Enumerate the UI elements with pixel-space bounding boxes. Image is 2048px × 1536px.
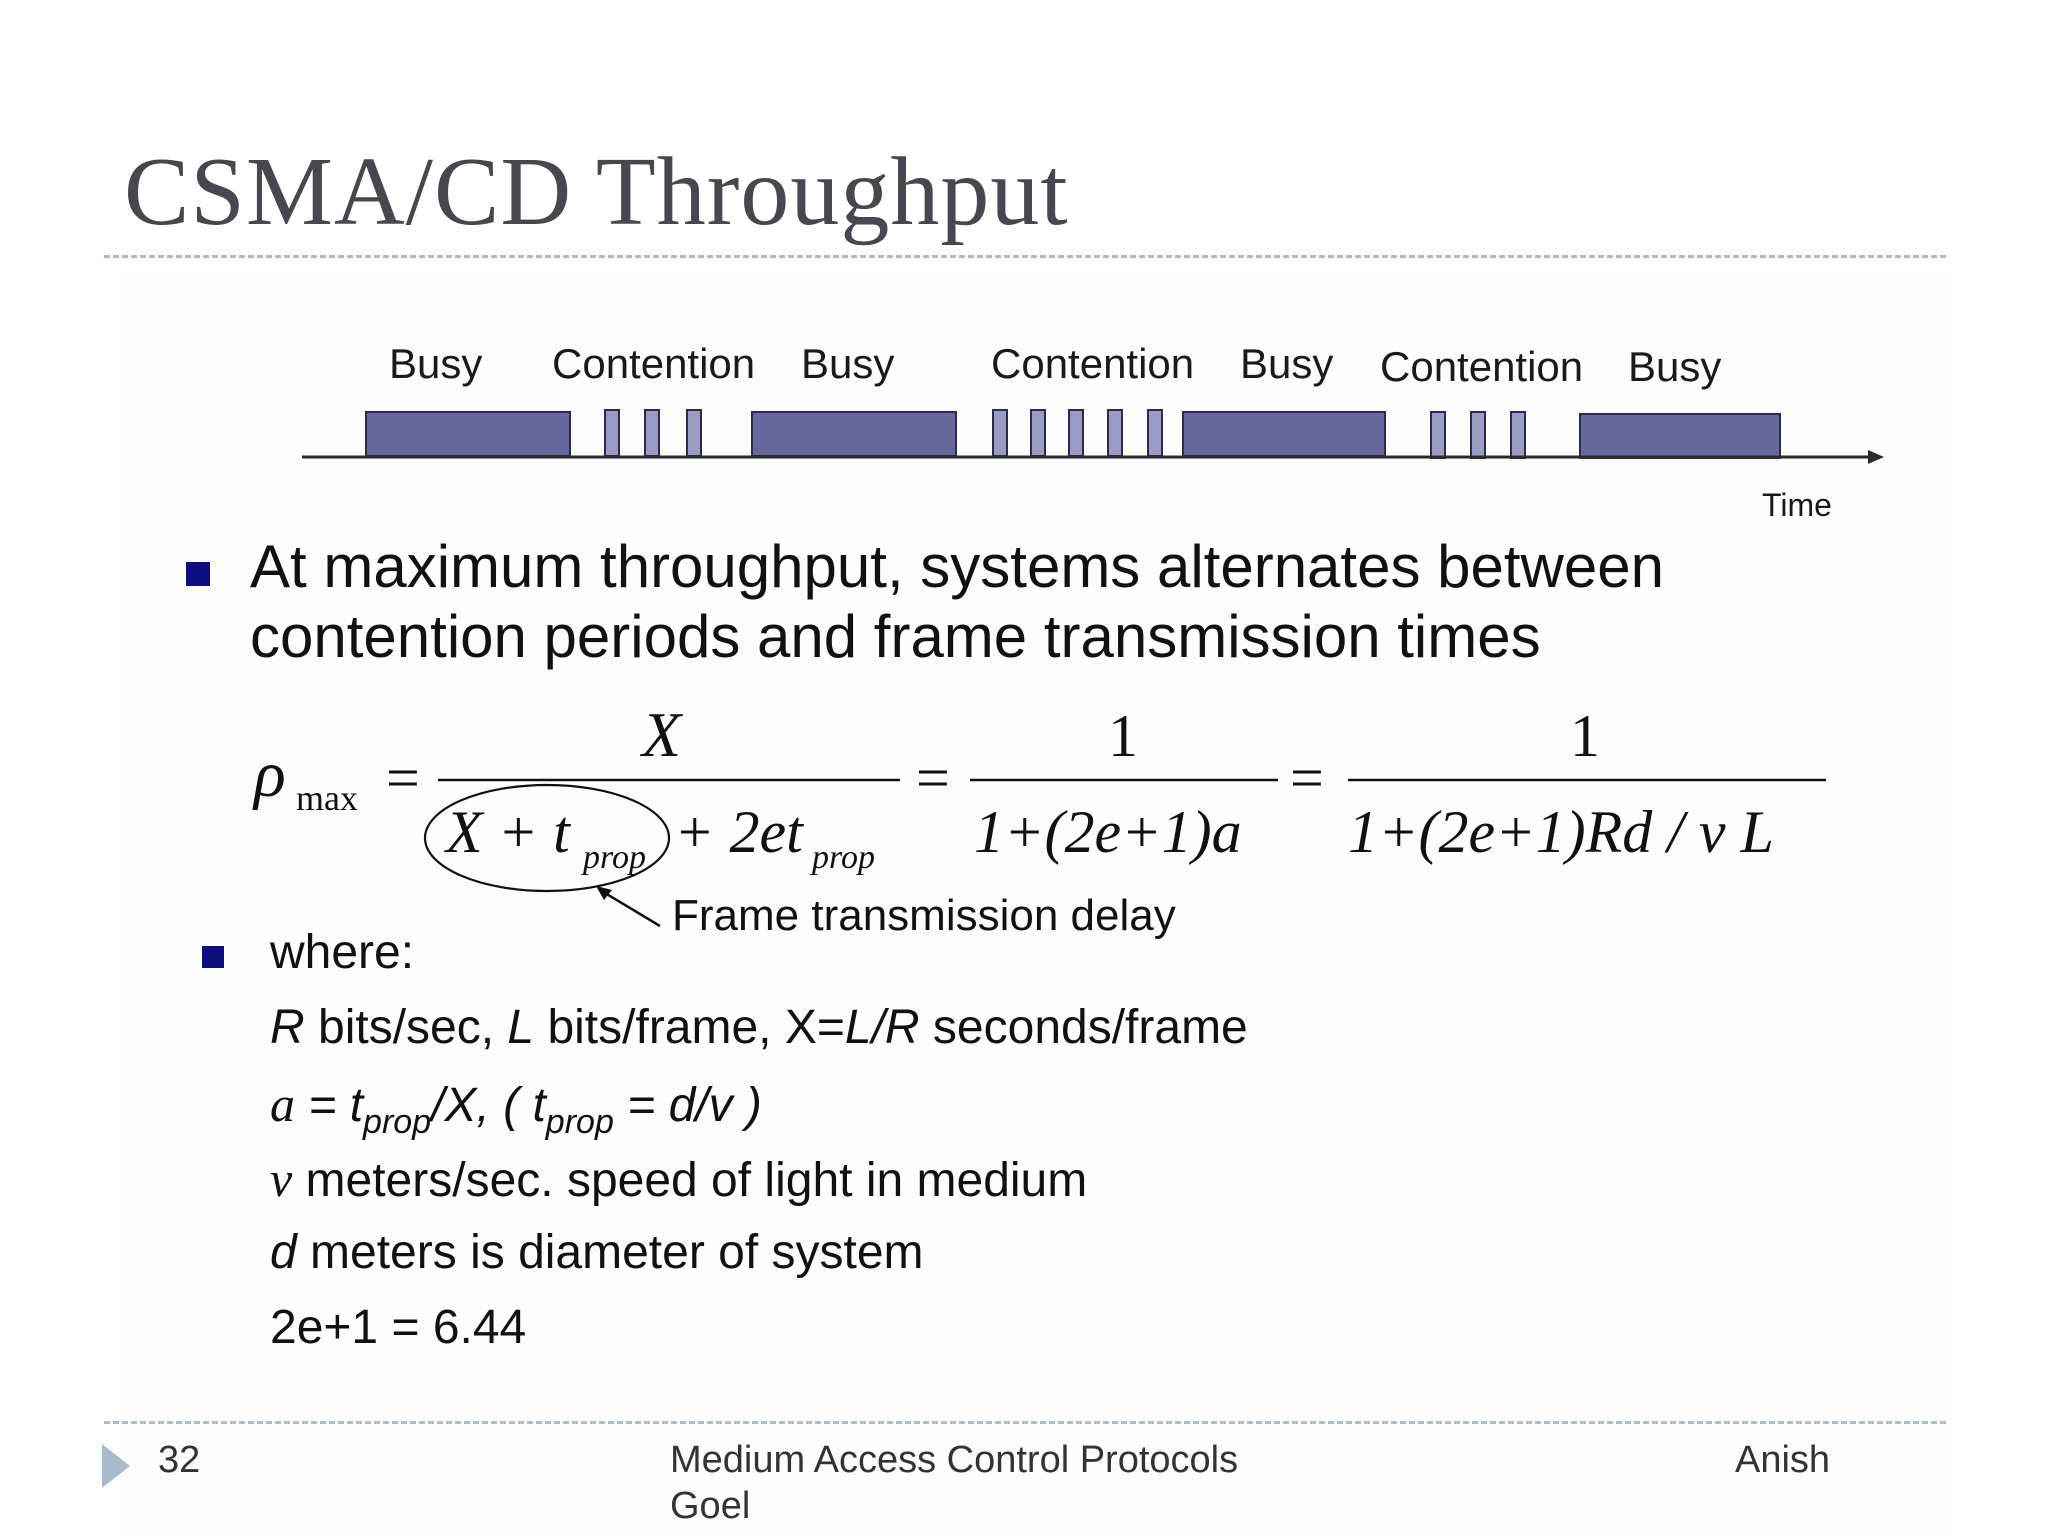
subscript-prop: prop <box>545 1103 614 1141</box>
var-a: a <box>270 1076 295 1132</box>
text-seconds-frame: seconds/frame <box>919 1001 1248 1054</box>
numerator-2: 1 <box>1108 703 1138 769</box>
contention-slot <box>1108 410 1122 456</box>
contention-slot <box>1148 410 1162 456</box>
footer-author: Anish <box>1735 1439 1831 1481</box>
var-l: L <box>507 1001 535 1054</box>
contention-slot <box>1471 412 1485 458</box>
text-speed-of-light: meters/sec. speed of light in medium <box>292 1154 1088 1207</box>
text-over-x: /X, ( t <box>431 1079 546 1132</box>
numerator-3: 1 <box>1570 703 1600 769</box>
text-bits-sec: bits/sec, <box>304 1001 508 1054</box>
definition-v <box>270 1150 1087 1208</box>
timeline-label-busy-3: Busy <box>1240 340 1334 387</box>
contention-slot <box>993 410 1007 456</box>
equals-sign: = <box>1290 745 1324 811</box>
contention-slot <box>687 410 701 456</box>
contention-slot <box>645 410 659 456</box>
var-nu: ν <box>270 1151 293 1207</box>
bullet-square-icon <box>202 946 224 968</box>
definition-d <box>270 1225 924 1280</box>
main-bullet-text: At maximum throughput, systems alternates between contention periods and frame transmission times <box>250 533 1664 670</box>
timeline-label-contention-1: Contention <box>552 340 756 387</box>
page-number: 32 <box>158 1439 201 1481</box>
text-equals-t: = t <box>295 1079 364 1132</box>
contention-slot <box>1069 410 1083 456</box>
equals-sign: = <box>916 745 950 811</box>
text-d-over-v: = d/v ) <box>613 1079 762 1132</box>
equals-sign: = <box>386 745 420 811</box>
where-label: where: <box>270 926 415 979</box>
denominator-3: 1+(2e+1)Rd / ν L <box>1348 799 1774 865</box>
contention-slot <box>1431 412 1445 458</box>
bullet-square-icon <box>186 562 210 586</box>
time-axis-label: Time <box>1762 487 1832 523</box>
definition-rate-length <box>270 1000 1248 1055</box>
contention-slot <box>1031 410 1045 456</box>
busy-period-3 <box>1183 412 1385 456</box>
var-r: R <box>270 1001 305 1054</box>
var-l-over-r: L/R <box>844 1001 920 1054</box>
denominator-1-part-a-sub: prop <box>583 839 646 876</box>
csma-cd-timeline <box>0 0 2048 540</box>
denominator-2: 1+(2e+1)a <box>974 799 1242 865</box>
busy-period-1 <box>366 412 570 456</box>
denominator-1-part-a: X + t <box>446 799 570 865</box>
definition-2e-plus-1: 2e+1 = 6.44 <box>270 1301 527 1354</box>
contention-slot <box>605 410 619 456</box>
rho-subscript: max <box>296 778 358 818</box>
numerator-1: X <box>642 700 682 770</box>
pointer-arrowhead-icon <box>596 886 612 900</box>
text-diameter: meters is diameter of system <box>296 1226 924 1279</box>
busy-period-2 <box>752 412 956 456</box>
timeline-label-busy-2: Busy <box>801 340 895 387</box>
timeline-label-busy-1: Busy <box>389 340 483 387</box>
subscript-prop: prop <box>363 1103 432 1141</box>
definition-a <box>270 1075 762 1142</box>
throughput-formula <box>240 700 1860 940</box>
contention-slot <box>1511 412 1525 458</box>
arrowhead-icon <box>1868 450 1884 464</box>
rho-symbol: ρ <box>254 738 286 811</box>
annotation-pointer <box>600 890 660 926</box>
footer-title <box>670 1437 1370 1529</box>
footer-divider <box>104 1421 1946 1424</box>
footer-title-line-2: Goel <box>670 1485 751 1527</box>
var-d: d <box>270 1226 297 1279</box>
denominator-1-part-b-sub: prop <box>812 839 875 876</box>
denominator-1-part-b: + 2et <box>674 799 803 865</box>
play-arrow-icon[interactable] <box>102 1444 130 1488</box>
busy-period-4 <box>1580 414 1780 458</box>
slide-title: CSMA/CD Throughput <box>124 138 1069 246</box>
footer-title-line-1: Medium Access Control Protocols <box>670 1439 1239 1481</box>
text-bits-frame: bits/frame, X= <box>534 1001 845 1054</box>
timeline-label-contention-3: Contention <box>1380 343 1584 390</box>
timeline-label-contention-2: Contention <box>991 340 1195 387</box>
frame-transmission-delay-label: Frame transmission delay <box>672 891 1176 940</box>
timeline-label-busy-4: Busy <box>1628 343 1722 390</box>
